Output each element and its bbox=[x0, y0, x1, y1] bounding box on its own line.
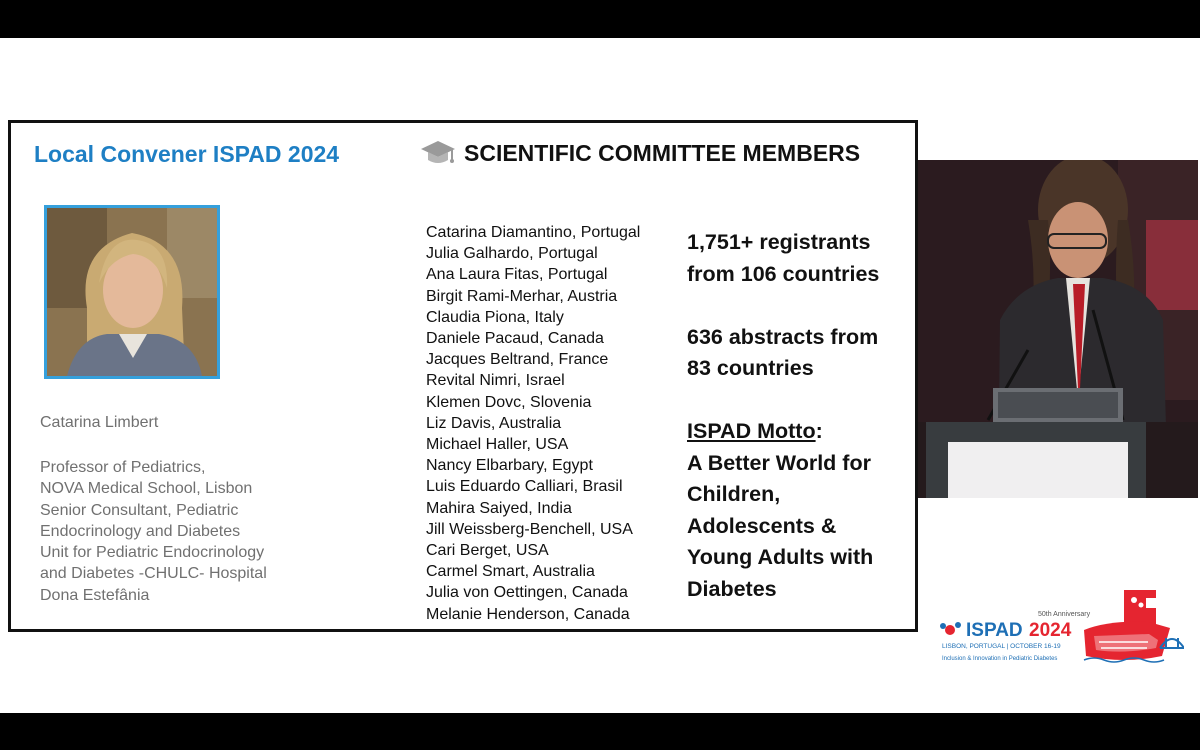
committee-member: Liz Davis, Australia bbox=[426, 414, 562, 432]
registrants-stat: 1,751+ registrants bbox=[687, 230, 871, 254]
committee-member: Michael Haller, USA bbox=[426, 436, 569, 454]
committee-member: Jacques Beltrand, France bbox=[426, 351, 609, 369]
convener-name: Catarina Limbert bbox=[40, 414, 159, 431]
committee-heading bbox=[420, 138, 860, 168]
motto-line: Children, bbox=[687, 482, 781, 506]
logo-tagline: Inclusion & Innovation in Pediatric Diabetes bbox=[942, 656, 1058, 662]
bio-line: and Diabetes -CHULC- Hospital bbox=[40, 565, 267, 583]
committee-member: Melanie Henderson, Canada bbox=[426, 605, 630, 623]
committee-member: Nancy Elbarbary, Egypt bbox=[426, 457, 593, 475]
bio-line: Dona Estefânia bbox=[40, 586, 150, 604]
motto-line: Diabetes bbox=[687, 576, 777, 601]
committee-member: Claudia Piona, Italy bbox=[426, 308, 564, 326]
committee-member: Cari Berget, USA bbox=[426, 542, 549, 560]
bio-line: Endocrinology and Diabetes bbox=[40, 522, 241, 540]
committee-member: Jill Weissberg-Benchell, USA bbox=[426, 520, 633, 538]
committee-member-list bbox=[426, 222, 640, 625]
committee-member: Revital Nimri, Israel bbox=[426, 372, 565, 390]
motto-colon: : bbox=[815, 419, 823, 443]
logo-location: LISBON, PORTUGAL | OCTOBER 16-19 bbox=[942, 643, 1061, 650]
congress-stats bbox=[687, 227, 879, 605]
video-letterbox-top bbox=[0, 0, 1200, 38]
bio-line: Unit for Pediatric Endocrinology bbox=[40, 544, 265, 562]
presentation-slide bbox=[8, 120, 918, 632]
committee-member: Luis Eduardo Calliari, Brasil bbox=[426, 478, 623, 496]
speaker-video-feed bbox=[918, 160, 1198, 498]
convener-bio bbox=[40, 457, 340, 606]
committee-member: Ana Laura Fitas, Portugal bbox=[426, 266, 608, 284]
motto-line: Adolescents & bbox=[687, 513, 837, 538]
bio-line: NOVA Medical School, Lisbon bbox=[40, 480, 253, 498]
convener-photo bbox=[44, 205, 220, 379]
video-letterbox-bottom bbox=[0, 713, 1200, 750]
committee-member: Mahira Saiyed, India bbox=[426, 499, 572, 517]
committee-member: Julia von Oettingen, Canada bbox=[426, 584, 628, 602]
bio-line: Senior Consultant, Pediatric bbox=[40, 501, 239, 519]
committee-member: Klemen Dovc, Slovenia bbox=[426, 393, 592, 411]
committee-member: Catarina Diamantino, Portugal bbox=[426, 224, 641, 241]
bio-line: Professor of Pediatrics, bbox=[40, 459, 206, 476]
motto-line: A Better World for bbox=[687, 450, 871, 475]
committee-title: SCIENTIFIC COMMITTEE MEMBERS bbox=[464, 139, 861, 166]
abstracts-countries: 83 countries bbox=[687, 356, 814, 380]
convener-title: Local Convener ISPAD 2024 bbox=[34, 141, 340, 167]
logo-anniversary: 50th Anniversary bbox=[1038, 611, 1091, 618]
committee-member: Birgit Rami-Merhar, Austria bbox=[426, 287, 618, 305]
committee-member: Carmel Smart, Australia bbox=[426, 563, 595, 581]
logo-brand: ISPAD bbox=[966, 620, 1023, 641]
abstracts-stat: 636 abstracts from bbox=[687, 324, 879, 349]
registrants-countries: from 106 countries bbox=[687, 261, 880, 286]
motto-line: Young Adults with bbox=[687, 545, 874, 569]
motto-heading bbox=[687, 416, 879, 448]
graduation-cap-icon bbox=[420, 138, 456, 168]
motto-label: ISPAD Motto bbox=[687, 419, 816, 443]
video-frame bbox=[0, 38, 1200, 713]
committee-member: Julia Galhardo, Portugal bbox=[426, 245, 598, 263]
ispad-2024-logo bbox=[934, 590, 1184, 670]
committee-member: Daniele Pacaud, Canada bbox=[426, 330, 604, 348]
logo-year: 2024 bbox=[1029, 620, 1072, 641]
